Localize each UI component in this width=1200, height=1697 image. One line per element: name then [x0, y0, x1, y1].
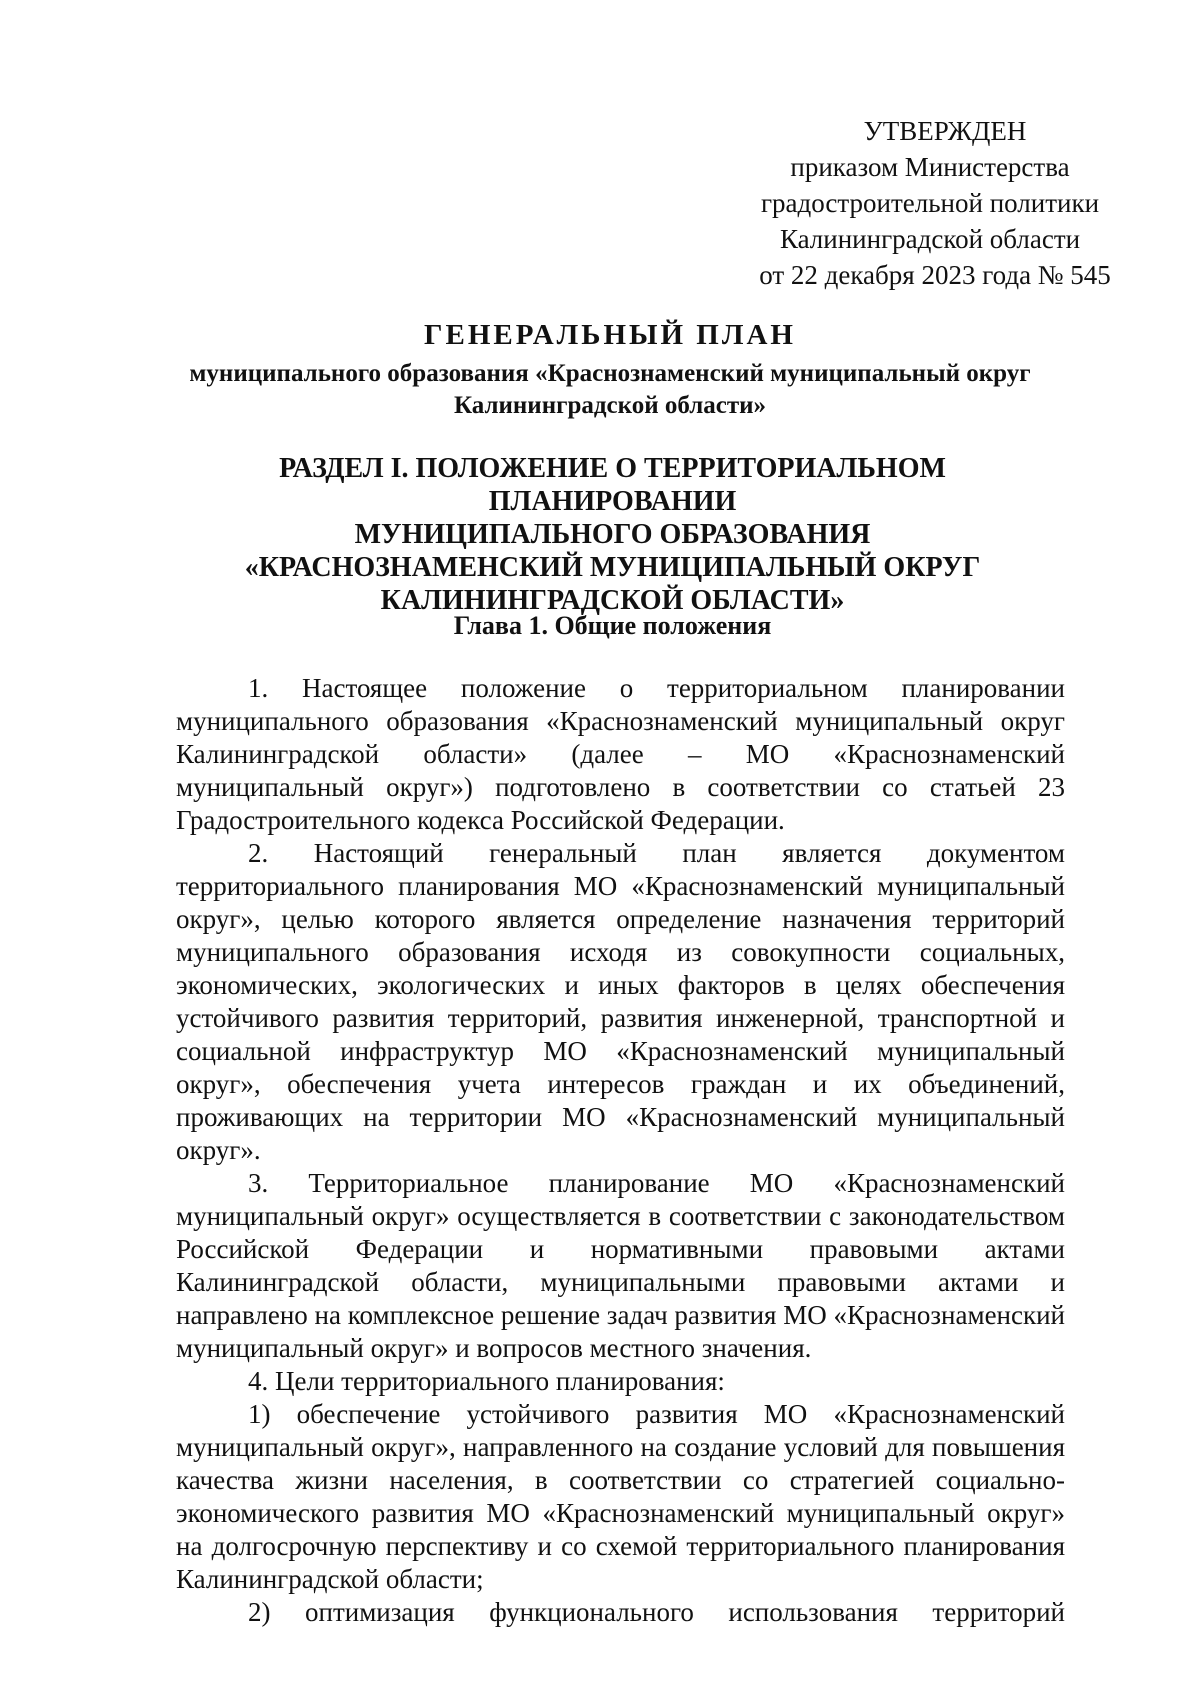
document-subtitle: муниципального образования «Краснознаменский муниципальный округ Калининградской области»	[189, 360, 1031, 419]
paragraph-4: 4. Цели территориального планирования:	[248, 1366, 725, 1396]
chapter-title: Глава 1. Общие положения	[453, 611, 772, 640]
section-title-line-1: РАЗДЕЛ I. ПОЛОЖЕНИЕ О ТЕРРИТОРИАЛЬНОМ ПЛАНИРОВАНИИ	[279, 453, 946, 517]
paragraph-3: 3. Территориальное планирование МО «Краснознаменский муниципальный округ» осуществляется в соответствии с законодательством Российской Федерации и нормативными правовыми актами Калининградской области, муниципальными правовыми актами и направлено на комплексное решение задач развития МО «Краснознаменский муниципальный округ» и вопросов местного значения.	[176, 1168, 1065, 1363]
approval-line-3: Калининградской области	[779, 224, 1081, 254]
section-title-line-4: КАЛИНИНГРАДСКОЙ ОБЛАСТИ»	[380, 585, 845, 616]
document-title: ГЕНЕРАЛЬНЫЙ ПЛАН	[424, 319, 796, 351]
section-title	[160, 452, 1065, 617]
document-header	[160, 318, 1060, 422]
paragraph-6: 2) оптимизация функционального использования территорий	[248, 1597, 1065, 1627]
approval-line-2: градостроительной политики	[760, 188, 1100, 218]
section-title-line-3: «КРАСНОЗНАМЕНСКИЙ МУНИЦИПАЛЬНЫЙ ОКРУГ	[244, 552, 981, 583]
paragraph-1: 1. Настоящее положение о территориальном планировании муниципального образования «Краснознаменский муниципальный округ Калининградской области» (далее – МО «Краснознаменский муниципальный округ») подготовлено в соответствии со статьей 23 Градостроительного кодекса Российской Федерации.	[176, 673, 1065, 835]
approval-date: от 22 декабря 2023 года № 545	[759, 260, 1111, 290]
paragraph-2: 2. Настоящий генеральный план является документом территориального планирования МО «Краснознаменский муниципальный округ», целью которого является определение назначения территорий муниципального образования исходя из совокупности социальных, экономических, экологических и иных факторов в целях обеспечения устойчивого развития территорий, развития инженерной, транспортной и социальной инфраструктур МО «Краснознаменский муниципальный округ», обеспечения учета интересов граждан и их объединений, проживающих на территории МО «Краснознаменский муниципальный округ».	[176, 838, 1065, 1165]
section-title-line-2: МУНИЦИПАЛЬНОГО ОБРАЗОВАНИЯ	[354, 519, 871, 550]
document-body	[176, 672, 1065, 1629]
approval-stamp	[700, 113, 1160, 293]
paragraph-5: 1) обеспечение устойчивого развития МО «Краснознаменский муниципальный округ», направленного на создание условий для повышения качества жизни населения, в соответствии со стратегией социально-экономического развития МО «Краснознаменский муниципальный округ» на долгосрочную перспективу и со схемой территориального планирования Калининградской области;	[176, 1399, 1065, 1594]
approval-line-1: приказом Министерства	[790, 152, 1070, 182]
approval-title: УТВЕРЖДЕН	[863, 116, 1027, 146]
